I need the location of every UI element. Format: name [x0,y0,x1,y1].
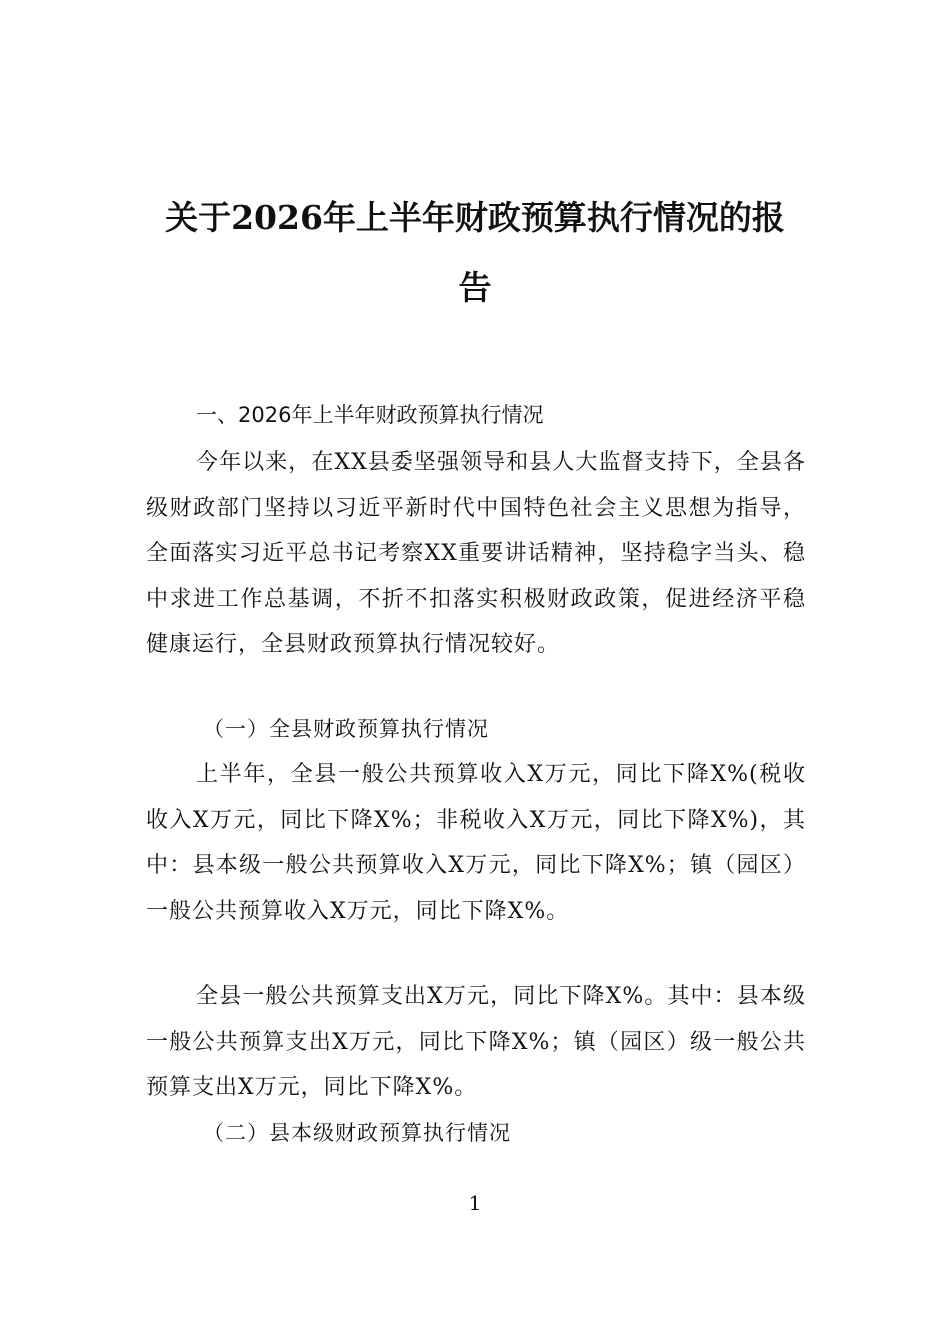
subsection-heading-county: （一）全县财政预算执行情况 [203,717,489,741]
section-heading: 一、2026年上半年财政预算执行情况 [196,403,544,427]
body-paragraph-intro: 今年以来，在XX县委坚强领导和县人大监督支持下，全县各级财政部门坚持以习近平新时代中国特色社会主义思想为指导，全面落实习近平总书记考察XX重要讲话精神，坚持稳字当头、稳中求进工作总基调，不折不扣落实积极财政政策，促进经济平稳健康运行，全县财政预算执行情况较好。 [146,450,806,658]
body-paragraph-revenue: 上半年，全县一般公共预算收入X万元，同比下降X%(税收收入X万元，同比下降X%；非税收入X万元，同比下降X%)，其中：县本级一般公共预算收入X万元，同比下降X%；镇（园区）一般公共预算收入X万元，同比下降X%。 [146,762,806,924]
body-paragraph-expenditure: 全县一般公共预算支出X万元，同比下降X%。其中：县本级一般公共预算支出X万元，同比下降X%；镇（园区）级一般公共预算支出X万元，同比下降X%。 [146,984,806,1101]
document-title-line-1: 关于2026年上半年财政预算执行情况的报 [165,198,785,237]
document-title-line-2: 告 [458,268,492,307]
subsection-heading-county-level: （二）县本级财政预算执行情况 [203,1121,511,1145]
page-number: 1 [468,1191,482,1215]
